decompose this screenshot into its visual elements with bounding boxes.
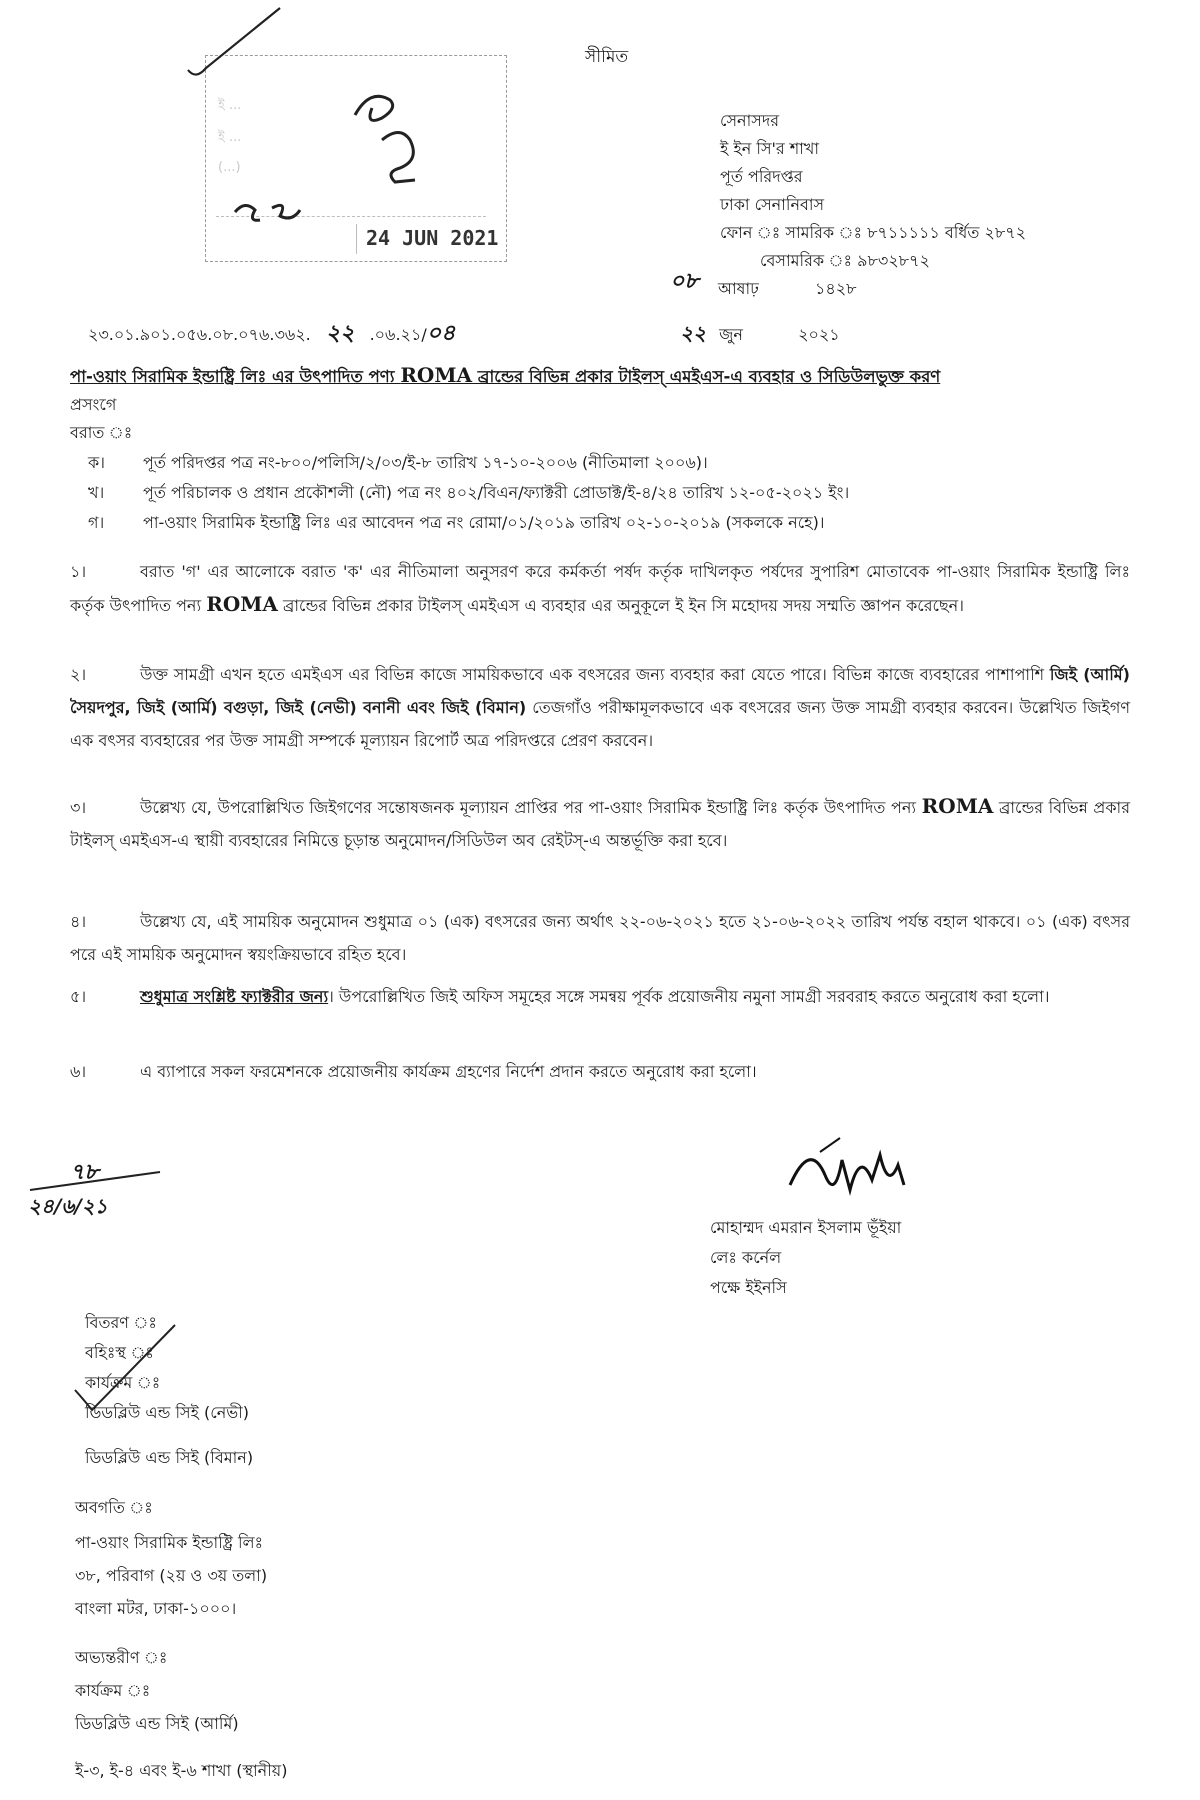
distribution-item: ডিডব্লিউ এন্ড সিই (নেভী) [85, 1403, 250, 1422]
paragraph-text: উল্লেখ্য যে, উপরোল্লিখিত জিইগণের সন্তোষজনক মূল্যায়ন প্রাপ্তির পর পা-ওয়াং সিরামিক ইন্ডাষ্ট্রি লিঃ কর্তৃক উৎপাদিত পন্য [140, 798, 922, 817]
handwritten-ref-day: ২২ [325, 320, 355, 346]
paragraph-3 [70, 790, 1130, 857]
signatory-behalf: পক্ষে ইইনসি [710, 1278, 787, 1297]
sender-phone-mil: ফোন ঃ সামরিক ঃ ৮৭১১১১১ বর্ধিত ২৮৭২ [720, 223, 1027, 242]
margin-strike-icon [30, 1172, 160, 1190]
signatory-name: মোহাম্মদ এমরান ইসলাম ভূঁইয়া [710, 1218, 902, 1237]
stamp-date: 24 JUN 2021 [366, 226, 499, 250]
english-month: জুন [719, 325, 743, 344]
stamp-row: ই ... [218, 98, 242, 113]
bangla-year: ১৪২৮ [815, 279, 857, 298]
reference-number [88, 320, 455, 348]
paragraph-marker: ৬। [70, 1062, 87, 1081]
stamp-row: (...) [218, 160, 241, 175]
paragraph-marker: ২। [70, 665, 87, 684]
signature-svg [780, 1130, 930, 1210]
reference-item [88, 510, 825, 536]
internal-item: ডিডব্লিউ এন্ড সিই (আর্মি) [75, 1714, 239, 1733]
sender-phone-civ: বেসামরিক ঃ ৯৮৩২৮৭২ [760, 251, 930, 270]
paragraph-marker: ১। [70, 562, 87, 581]
signature-stroke-icon [820, 1138, 840, 1152]
classification-label: সীমিত [585, 47, 629, 67]
signature-icon [790, 1155, 904, 1190]
paragraph-brand: ROMA [206, 592, 278, 616]
paragraph-text: ব্রান্ডের বিভিন্ন প্রকার টাইলস্ এমইএস-এ স্থায়ী ব্যবহারের নিমিত্তে চূড়ান্ত অনুমোদন/সিডিউল অব রেইটস্-এ অন্তর্ভূক্তি করা হবে। [70, 798, 1130, 850]
subject-line [70, 362, 940, 390]
handwritten-ref-seq: ০৪ [426, 320, 456, 346]
margin-note-number: ৭৮ [70, 1159, 99, 1185]
handwritten-number-icon [235, 205, 300, 220]
reference-marker: খ। [88, 483, 105, 502]
paragraph-4 [70, 905, 1130, 971]
reference-marker: ক। [88, 453, 105, 472]
paragraph-text: বরাত 'গ' এর আলোকে বরাত 'ক' এর নীতিমালা অনুসরণ করে কর্মকর্তা পর্ষদ কর্তৃক দাখিলকৃত পর্ষদের সুপারিশ মোতাবেক পা-ওয়াং সিরামিক ইন্ডাষ্ট্রি লিঃ কর্তৃক উৎপাদিত পন্য [70, 562, 1130, 615]
handwritten-initial-icon [355, 96, 393, 120]
internal-action: কার্যক্রম ঃ [75, 1681, 151, 1700]
paragraph-marker: ৪। [70, 912, 87, 931]
sender-line: ই ইন সি'র শাখা [720, 139, 820, 158]
paragraph-text: ব্রান্ডের বিভিন্ন প্রকার টাইলস্ এমইএস এ ব্যবহার এর অনুকূলে ই ইন সি মহোদয় সদয় সম্মতি জ্ঞাপন করেছেন। [277, 596, 964, 615]
paragraph-text: এ ব্যাপারে সকল ফরমেশনকে প্রয়োজনীয় কার্যক্রম গ্রহণের নির্দেশ প্রদান করতে অনুরোধ করা হলো। [140, 1062, 757, 1081]
paragraph-6 [70, 1055, 1130, 1088]
info-line: ৩৮, পরিবাগ (২য় ও ৩য় তলা) [75, 1566, 268, 1585]
receipt-mark-svg [160, 0, 500, 250]
distribution-action: কার্যক্রম ঃ [85, 1373, 161, 1392]
references-heading: বরাত ঃ [70, 423, 133, 442]
paragraph-text: উল্লেখ্য যে, এই সাময়িক অনুমোদন শুধুমাত্র ০১ (এক) বৎসরের জন্য অর্থাৎ ২২-০৬-২০২১ হতে ২১-০৬-২০২২ তারিখ পর্যন্ত বহাল থাকবে। ০১ (এক) বৎসর পরে এই সাময়িক অনুমোদন স্বয়ংক্রিয়ভাবে রহিত হবে। [70, 912, 1130, 964]
distribution-last: ই-৩, ই-৪ এবং ই-৬ শাখা (স্থানীয়) [75, 1761, 288, 1780]
reference-item [88, 450, 708, 476]
paragraph-5 [70, 980, 1130, 1013]
reference-text: পূর্ত পরিদপ্তর পত্র নং-৮০০/পলিসি/২/০৩/ই-৮ তারিখ ১৭-১০-২০০৬ (নীতিমালা ২০০৬)। [143, 453, 708, 472]
sender-line: পূর্ত পরিদপ্তর [720, 167, 803, 186]
paragraph-marker: ৫। [70, 987, 87, 1006]
handwritten-date-day: ২২ [680, 321, 707, 345]
subject-brand: ROMA [400, 363, 473, 387]
sender-line: সেনাসদর [720, 111, 780, 130]
paragraph-1 [70, 555, 1130, 622]
distribution-external: বহিঃস্থ ঃ [85, 1343, 154, 1362]
paragraph-2 [70, 658, 1130, 757]
paragraph-text: উক্ত সামগ্রী এখন হতে এমইএস এর বিভিন্ন কাজে সাময়িকভাবে এক বৎসরের জন্য ব্যবহার করা যেতে পারে। বিভিন্ন কাজে ব্যবহারের পাশাপাশি [140, 665, 1050, 684]
tick-mark-icon [188, 8, 280, 75]
paragraph-bold-text: জিই (আর্মি) সৈয়দপুর, জিই (আর্মি) বগুড়া, জিই (নেভী) বনানী এবং জিই (বিমান) [70, 665, 1130, 717]
distribution-item: ডিডব্লিউ এন্ড সিই (বিমান) [85, 1448, 254, 1467]
reference-marker: গ। [88, 513, 105, 532]
sender-line: ঢাকা সেনানিবাস [720, 195, 825, 214]
stamp-row: ই ... [218, 130, 242, 145]
paragraph-marker: ৩। [70, 798, 87, 817]
reference-text: পূর্ত পরিচালক ও প্রধান প্রকৌশলী (নৌ) পত্র নং ৪০২/বিএন/ফ্যাক্টরী প্রোডাক্ট/ই-৪/২৪ তারিখ ১২-০৫-২০২১ ইং। [143, 483, 850, 502]
english-date [680, 320, 840, 348]
info-heading: অবগতি ঃ [75, 1498, 153, 1517]
subject-suffix: প্রসংগে [70, 395, 117, 414]
reference-suffix: .০৬.২১/ [369, 325, 427, 344]
english-year: ২০২১ [798, 325, 840, 344]
bangla-month: আষাঢ় [718, 279, 759, 298]
handwritten-day: ০৮ [670, 268, 699, 294]
signatory-rank: লেঃ কর্নেল [710, 1248, 782, 1267]
paragraph-text: তেজগাঁও পরীক্ষামূলকভাবে এক বৎসরের জন্য উক্ত সামগ্রী ব্যবহার করবেন। উল্লেখিত জিইগণ এক বৎসর ব্যবহারের পর উক্ত সামগ্রী সম্পর্কে মূল্যায়ন রিপোর্ট অত্র পরিদপ্তরে প্রেরণ করবেন। [70, 698, 1130, 750]
subject-part2: ব্রান্ডের বিভিন্ন প্রকার টাইলস্ এমইএস-এ ব্যবহার ও সিডিউলভুক্ত করণ [472, 367, 941, 386]
info-line: বাংলা মটর, ঢাকা-১০০০। [75, 1599, 237, 1618]
reference-base: ২৩.০১.৯০১.০৫৬.০৮.০৭৬.৩৬২. [88, 325, 311, 344]
tick-mark-icon [75, 1325, 175, 1410]
paragraph-text: । উপরোল্লিখিত জিই অফিস সমূহের সঙ্গে সমন্বয় পূর্বক প্রয়োজনীয় নমুনা সামগ্রী সরবরাহ করতে অনুরোধ করা হলো। [328, 987, 1050, 1006]
subject-part1: পা-ওয়াং সিরামিক ইন্ডাষ্ট্রি লিঃ এর উৎপাদিত পণ্য [70, 367, 401, 386]
handwritten-initial-icon [382, 133, 415, 183]
reference-item [88, 480, 849, 506]
info-line: পা-ওয়াং সিরামিক ইন্ডাষ্ট্রি লিঃ [75, 1533, 264, 1552]
reference-text: পা-ওয়াং সিরামিক ইন্ডাষ্ট্রি লিঃ এর আবেদন পত্র নং রোমা/০১/২০১৯ তারিখ ০২-১০-২০১৯ (সকলকে নহে)। [143, 513, 825, 532]
internal-heading: অভ্যন্তরীণ ঃ [75, 1648, 168, 1667]
margin-note-date: ২৪/৬/২১ [28, 1194, 108, 1218]
distribution-heading: বিতরণ ঃ [85, 1313, 157, 1332]
paragraph-brand: ROMA [921, 794, 994, 818]
paragraph-bold-text: শুধুমাত্র সংশ্লিষ্ট ফ্যাক্টরীর জন্য [140, 987, 329, 1006]
